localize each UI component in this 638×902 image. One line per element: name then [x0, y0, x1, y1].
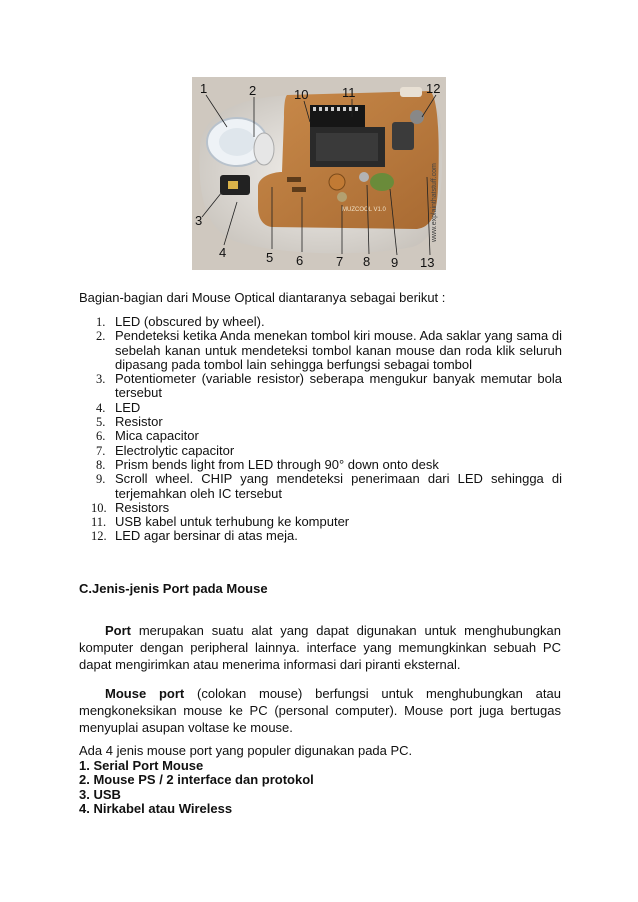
pcb-print: MUZCOOL V1.0 [342, 207, 386, 213]
list-item: 12. LED agar bersinar di atas meja. [91, 528, 298, 544]
list-item: 2. Mouse PS / 2 interface dan protokol [79, 772, 314, 788]
list-item: 3. USB [79, 786, 121, 802]
list-item: 4. LED [96, 399, 141, 415]
paragraph-mouse-port: Mouse port (colokan mouse) berfungsi untuk menghubungkan atau mengkoneksikan mouse ke PC (personal computer). Mouse port juga bertugas menyuplai asupan voltase ke mouse. [79, 686, 561, 735]
callout-2: 2 [249, 83, 257, 98]
callout-9: 9 [391, 255, 399, 270]
callout-4: 4 [219, 245, 227, 260]
callout-6: 6 [296, 253, 304, 268]
callout-10: 10 [294, 87, 309, 102]
list-item: 10. Resistors [91, 499, 170, 515]
port-intro: Ada 4 jenis mouse port yang populer digunakan pada PC. [79, 743, 413, 758]
list-item: 4. Nirkabel atau Wireless [79, 801, 233, 817]
list-item: 2. Pendeteksi ketika Anda menekan tombol kiri mouse. Ada saklar yang sama di sebelah kanan untuk mendeteksi tombol kanan mouse dan roda klik seluruh dipasang pada tombol lain sehingga berfungsi sebagai tombol [96, 328, 562, 372]
parts-list [91, 314, 562, 544]
list-item: 1. Serial Port Mouse [79, 757, 204, 773]
callout-7: 7 [336, 254, 344, 269]
callout-1: 1 [200, 81, 208, 96]
watermark: www.explainthatstuff.com [431, 163, 438, 242]
list-item: 3. Potentiometer (variable resistor) seberapa mengukur banyak memutar bola tersebut [96, 371, 562, 401]
list-item: 8. Prism bends light from LED through 90° down onto desk [96, 456, 439, 472]
parts-intro: Bagian-bagian dari Mouse Optical diantaranya sebagai berikut : [79, 290, 446, 305]
list-item: 9. Scroll wheel. CHIP yang mendeteksi penerimaan dari LED sehingga di terjemahkan oleh IC tersebut [96, 471, 562, 501]
section-title: C.Jenis-jenis Port pada Mouse [79, 581, 268, 596]
list-item: 7. Electrolytic capacitor [96, 442, 235, 458]
list-item: 5. Resistor [96, 414, 163, 430]
list-item: 11. USB kabel untuk terhubung ke komputer [91, 514, 350, 530]
callout-5: 5 [266, 250, 274, 265]
callout-11: 11 [342, 85, 356, 100]
callout-12: 12 [426, 81, 441, 96]
callout-3: 3 [195, 213, 203, 228]
mouse-illustration [192, 77, 446, 270]
paragraph-port: Port merupakan suatu alat yang dapat digunakan untuk menghubungkan komputer dengan peripheral lainnya. interface yang memungkinkan sebuah PC dapat mengirimkan atau menerima informasi dari piranti eksternal. [79, 623, 561, 672]
callout-13: 13 [420, 255, 435, 270]
mouse-internals-photo [192, 77, 446, 270]
list-item: 1. LED (obscured by wheel). [96, 314, 265, 329]
list-item: 6. Mica capacitor [96, 428, 199, 444]
callout-8: 8 [363, 254, 371, 269]
port-types [79, 744, 561, 817]
